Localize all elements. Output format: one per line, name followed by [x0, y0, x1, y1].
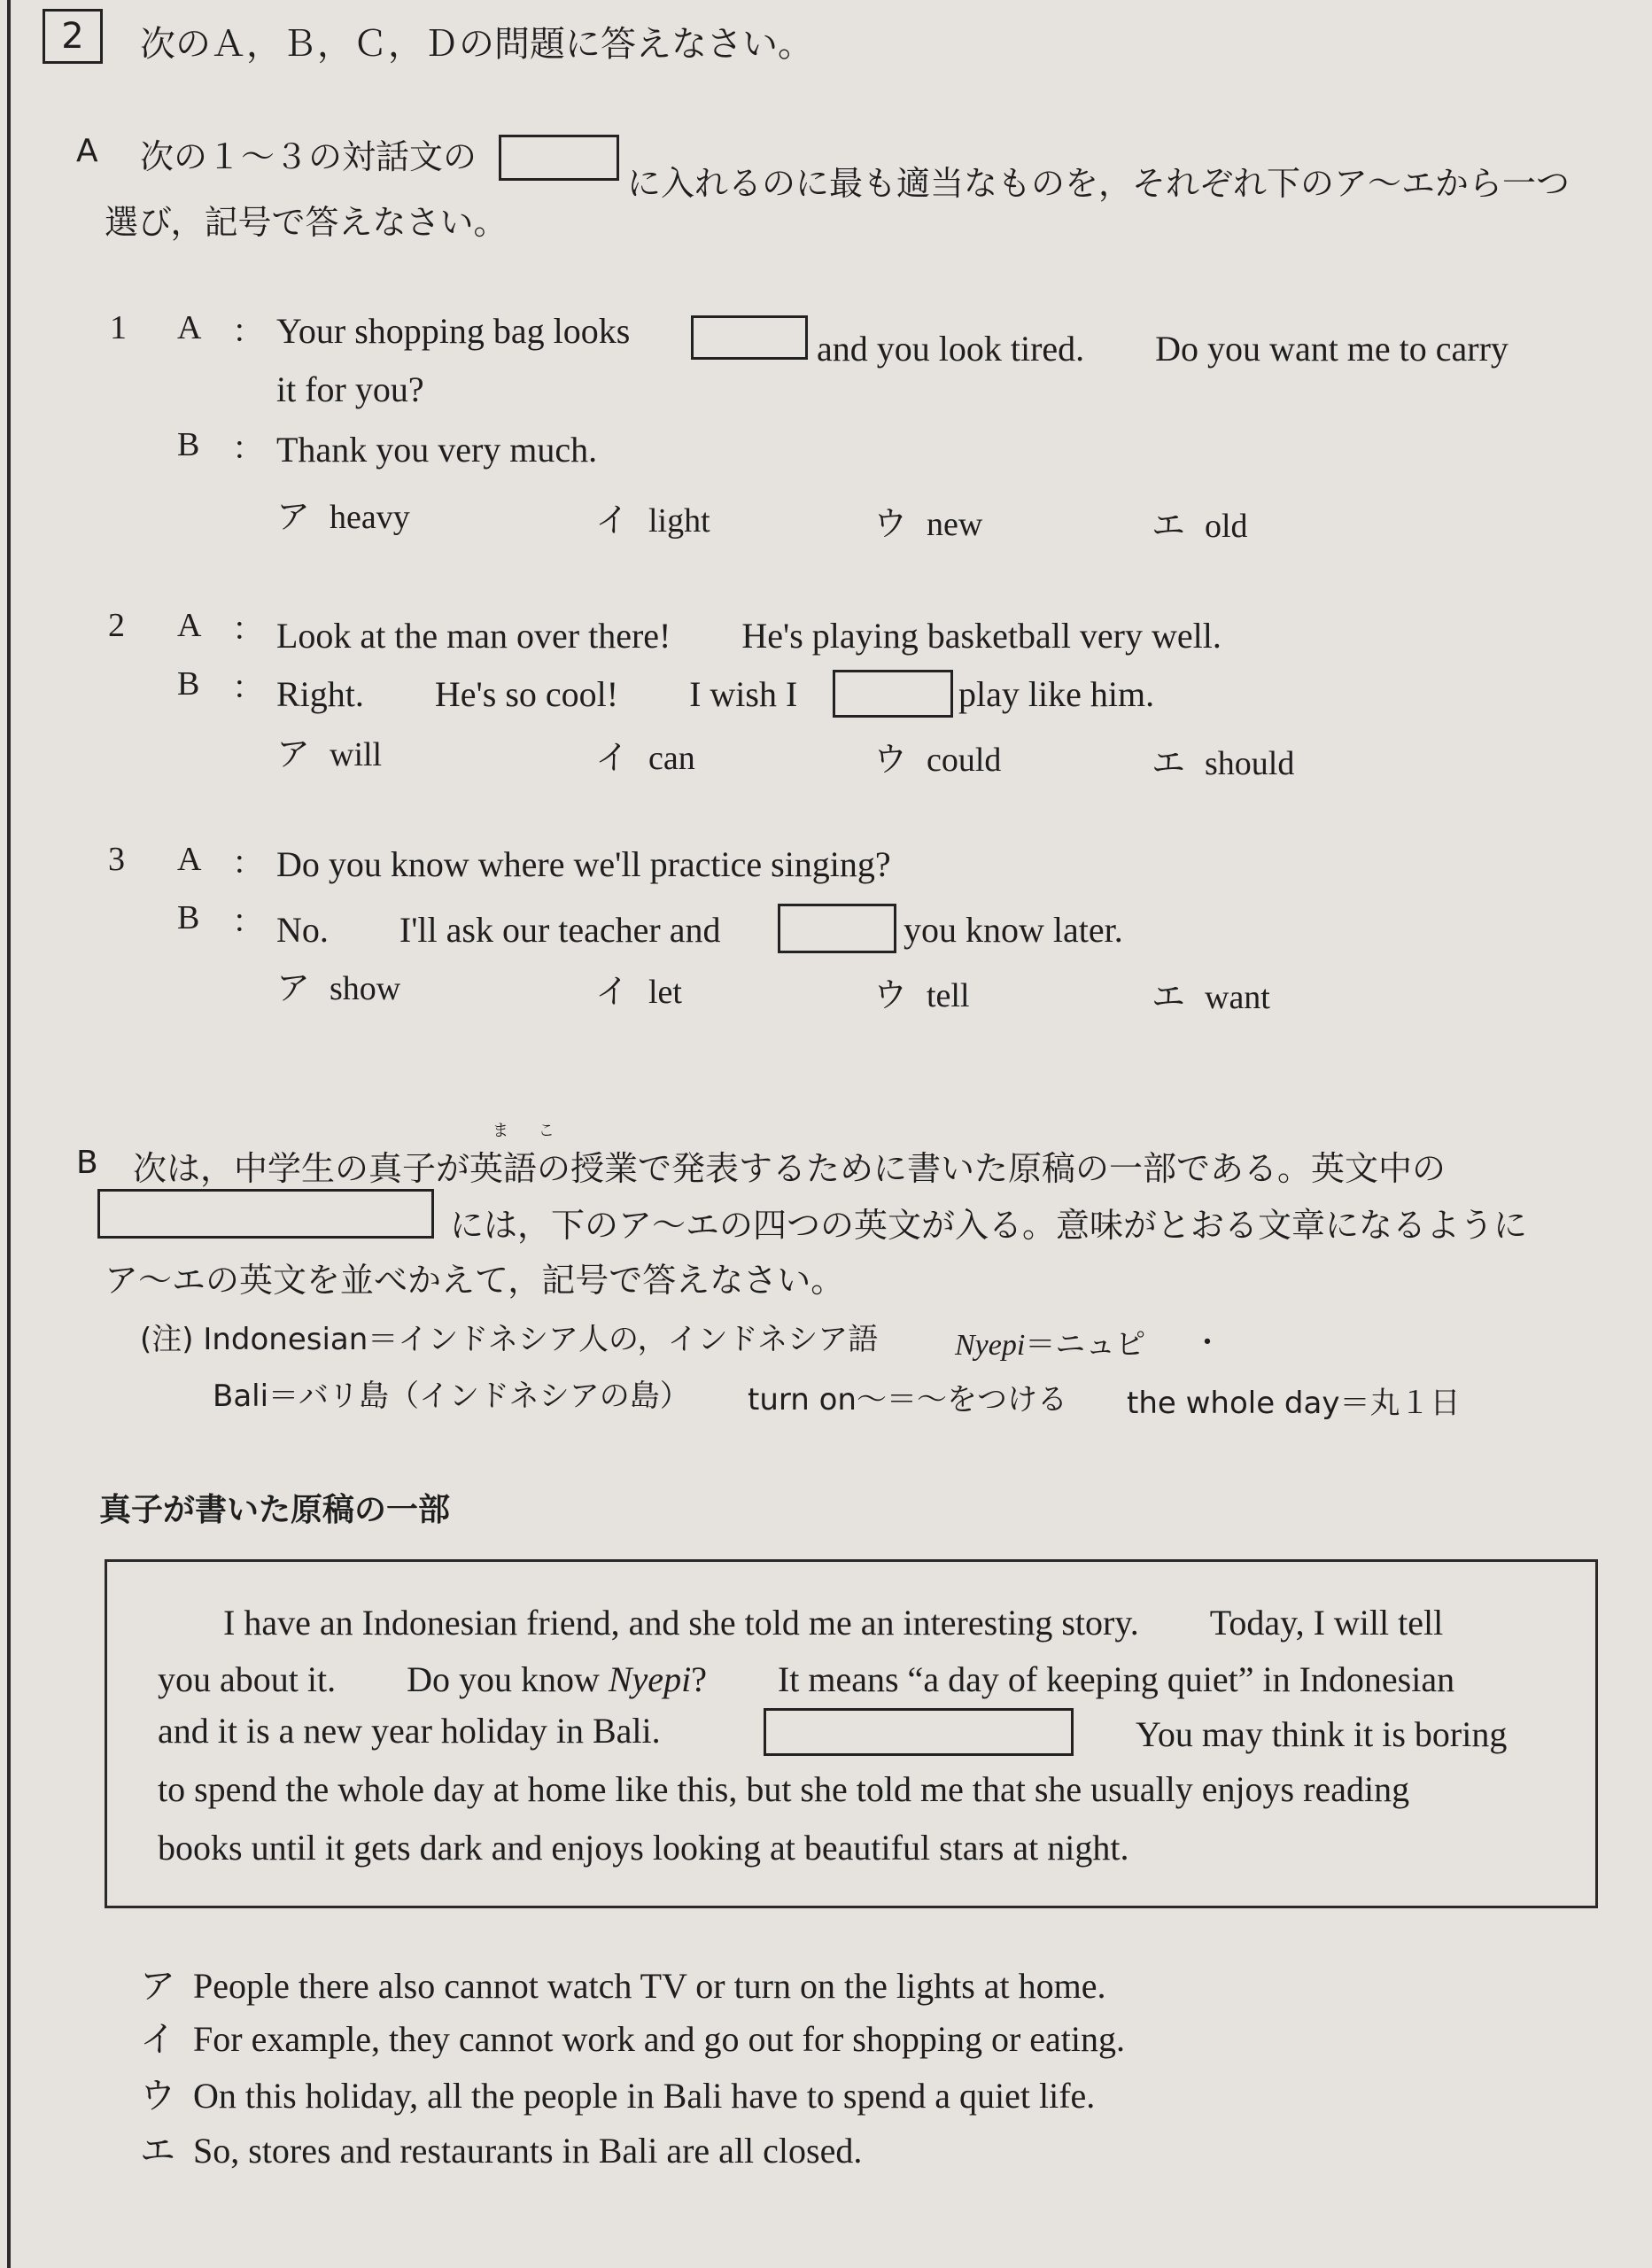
passage-line-3-end: You may think it is boring	[1136, 1714, 1508, 1754]
q1-line-a-start: Your shopping bag looks	[276, 311, 631, 351]
q1-option-i: イ light	[595, 501, 710, 540]
passage-line-2: you about it. Do you know Nyepi? It means “a day of keeping quiet” in Indonesian	[158, 1659, 1455, 1699]
part-b-sample-blank	[97, 1189, 434, 1239]
choice-a: ア People there also cannot watch TV or turn on the lights at home.	[140, 1966, 1106, 2007]
q3-speaker-b: B	[177, 899, 200, 936]
part-b-instruction-line2: には，下のア～エの四つの英文が入る。意味がとおる文章になるように	[450, 1206, 1528, 1245]
note-dot: ・	[1192, 1325, 1222, 1361]
choice-i: イ For example, they cannot work and go out for shopping or eating.	[140, 2019, 1125, 2060]
q3-option-u: ウ tell	[873, 975, 970, 1014]
part-b-label: B	[76, 1145, 98, 1181]
q2-speaker-b: B	[177, 665, 200, 703]
q2-answer-blank	[833, 670, 953, 718]
q2-number: 2	[108, 607, 125, 644]
note-line1-a: (注) Indonesian＝インドネシア人の，インドネシア語	[140, 1322, 879, 1357]
passage-answer-blank	[764, 1708, 1074, 1756]
q3-answer-blank	[778, 904, 896, 953]
q1-number: 1	[110, 309, 127, 346]
passage-line-5: books until it gets dark and enjoys looking at beautiful stars at night.	[158, 1828, 1129, 1868]
q2-colon-b: ：	[232, 670, 265, 706]
part-b-instruction-line3: ア～エの英文を並べかえて，記号で答えなさい。	[105, 1261, 845, 1300]
q2-option-i: イ can	[595, 738, 695, 777]
answer-blank-sample	[499, 135, 619, 181]
q2-line-a: Look at the man over there! He's playing basketball very well.	[276, 616, 1222, 656]
q1-colon-a: ：	[232, 314, 265, 350]
part-a-label: A	[76, 133, 98, 169]
part-a-instruction-line2: 選び，記号で答えなさい。	[105, 203, 508, 242]
q2-speaker-a: A	[177, 607, 202, 644]
page-frame-line	[7, 0, 11, 2268]
q1-line-a-2: it for you?	[276, 369, 424, 409]
q2-line-b-start: Right. He's so cool! I wish I	[276, 674, 798, 714]
q1-answer-blank	[691, 315, 808, 360]
q2-option-u: ウ could	[873, 740, 1002, 779]
passage-line-3-start: and it is a new year holiday in Bali.	[158, 1711, 661, 1751]
name-ruby: ま こ	[492, 1122, 567, 1140]
q1-option-u: ウ new	[873, 504, 983, 543]
q3-line-b-start: No. I'll ask our teacher and	[276, 910, 721, 950]
choice-e: エ So, stores and restaurants in Bali are all closed.	[140, 2131, 863, 2171]
passage-heading: 真子が書いた原稿の一部	[99, 1492, 451, 1528]
section-instruction: 次のＡ，Ｂ，Ｃ，Ｄの問題に答えなさい。	[140, 24, 813, 65]
q3-colon-b: ：	[232, 904, 265, 940]
q3-line-a: Do you know where we'll practice singing?	[276, 844, 891, 884]
passage-line-4: to spend the whole day at home like this, but she told me that she usually enjoys reading	[158, 1769, 1410, 1809]
q1-option-a: ア heavy	[276, 497, 410, 536]
part-a-instruction-start: 次の１～３の対話文の	[140, 137, 477, 176]
part-a-instruction-end: に入れるのに最も適当なものを，それぞれ下のア～エから一つ	[627, 164, 1571, 203]
passage-line-1: I have an Indonesian friend, and she told me an interesting story. Today, I will tell	[223, 1603, 1444, 1643]
q2-option-a: ア will	[276, 734, 383, 773]
q1-speaker-a: A	[177, 309, 202, 346]
q3-speaker-a: A	[177, 841, 202, 878]
q2-option-e: エ should	[1152, 743, 1295, 782]
note-line1-b: Nyepi＝ニュピ	[955, 1327, 1146, 1363]
choice-u: ウ On this holiday, all the people in Bali have to spend a quiet life.	[140, 2076, 1096, 2117]
q2-colon-a: ：	[232, 611, 265, 648]
q1-speaker-b: B	[177, 426, 200, 463]
q3-option-e: エ want	[1152, 977, 1270, 1016]
part-b-instruction-line1: 次は，中学生の真子が英語の授業で発表するために書いた原稿の一部である。英文中の	[133, 1149, 1446, 1188]
q1-option-e: エ old	[1152, 506, 1248, 545]
note-line2-c: the whole day＝丸１日	[1127, 1386, 1461, 1421]
q1-line-b: Thank you very much.	[276, 430, 598, 470]
q3-number: 3	[108, 841, 125, 878]
note-line2-b: turn on～＝～をつける	[748, 1382, 1067, 1418]
q3-line-b-end: you know later.	[904, 910, 1123, 950]
q3-option-a: ア show	[276, 968, 401, 1007]
note-line2-a: Bali＝バリ島（インドネシアの島）	[213, 1379, 690, 1414]
q3-option-i: イ let	[595, 972, 682, 1011]
section-number: 2	[43, 9, 103, 64]
q1-line-a-end: and you look tired. Do you want me to carry	[817, 329, 1509, 369]
q1-colon-b: ：	[232, 431, 265, 467]
q2-line-b-end: play like him.	[958, 674, 1155, 714]
q3-colon-a: ：	[232, 845, 265, 882]
